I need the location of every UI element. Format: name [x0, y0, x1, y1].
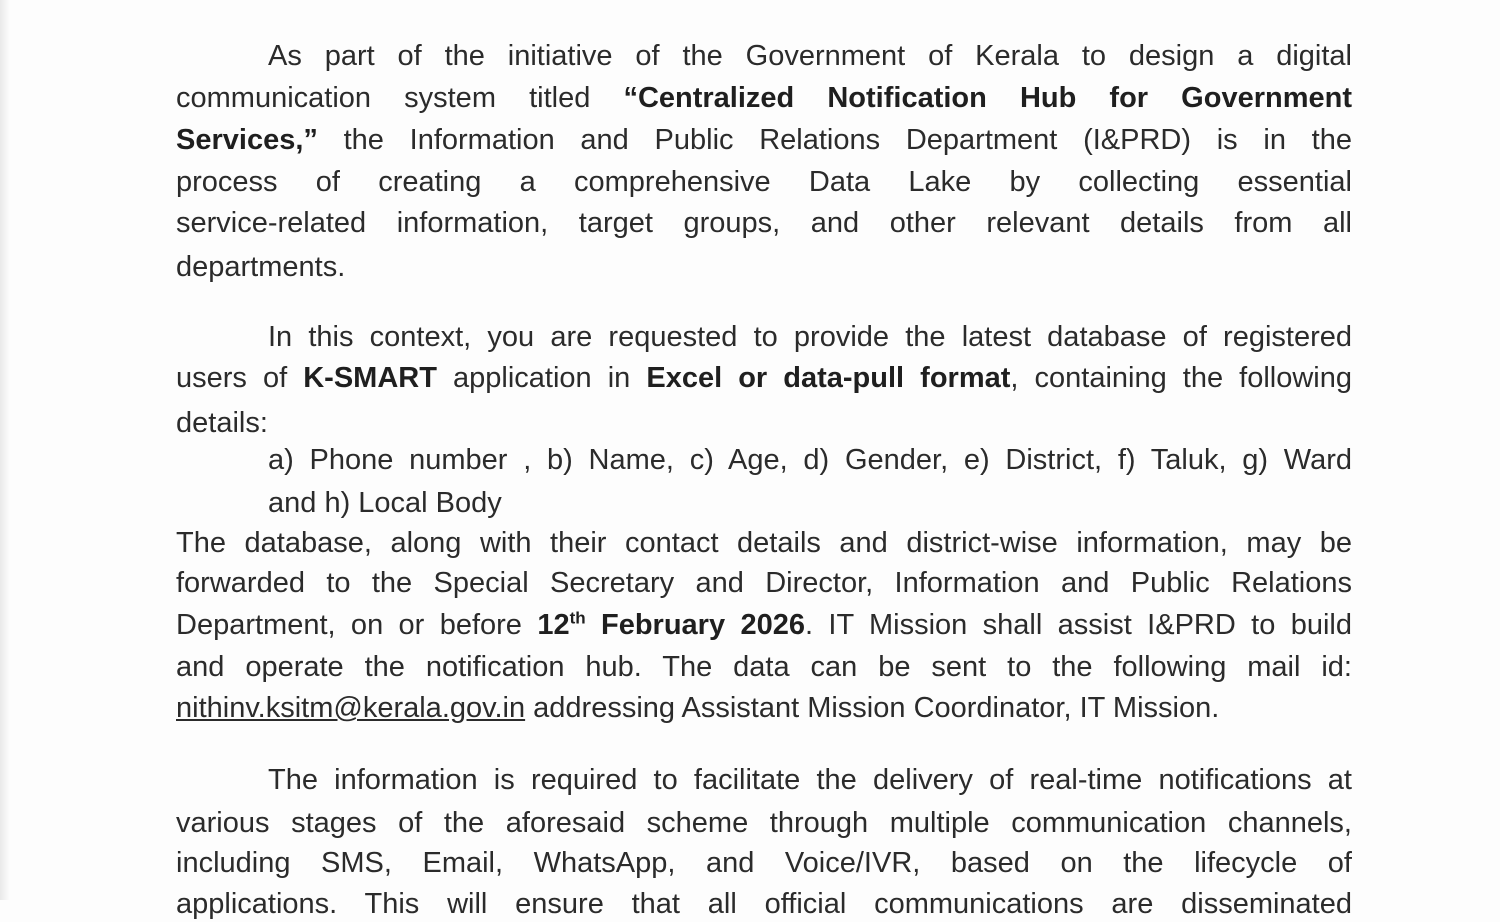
- ordinal: th: [569, 608, 586, 628]
- paragraph-2-line: In this context, you are requested to provide the latest database of registered: [268, 321, 1352, 353]
- paragraph-2-line: details:: [176, 407, 268, 439]
- email-link[interactable]: nithinv.ksitm@kerala.gov.in: [176, 692, 526, 724]
- details-list-line: a) Phone number , b) Name, c) Age, d) Gender, e) District, f) Taluk, g) Ward: [268, 444, 1352, 476]
- text: , containing the following: [1010, 362, 1353, 394]
- paragraph-2-line: [176, 607, 1352, 643]
- text: communication system titled: [176, 82, 624, 114]
- paragraph-2-line: The database, along with their contact details and district-wise information, may be: [176, 527, 1352, 559]
- format: Excel or data-pull format: [646, 362, 1011, 394]
- paragraph-3-line: The information is required to facilitate the delivery of real-time notifications at: [268, 764, 1352, 796]
- paragraph-1-line: As part of the initiative of the Government of Kerala to design a digital: [268, 40, 1352, 72]
- paragraph-2-line: forwarded to the Special Secretary and Director, Information and Public Relations: [176, 567, 1352, 599]
- text: application in: [436, 362, 647, 394]
- deadline-month: February 2026: [585, 609, 805, 641]
- text: . IT Mission shall assist I&PRD to build: [804, 609, 1352, 641]
- paragraph-2-line: and operate the notification hub. The data can be sent to the following mail id:: [176, 651, 1352, 683]
- paragraph-2-line: [176, 690, 1352, 726]
- paragraph-1-line: [176, 122, 1352, 158]
- deadline: [537, 609, 805, 641]
- scheme-title: Services,”: [176, 124, 318, 156]
- paragraph-3-line: various stages of the aforesaid scheme through multiple communication channels,: [176, 807, 1352, 839]
- paragraph-3-line: including SMS, Email, WhatsApp, and Voice/IVR, based on the lifecycle of: [176, 847, 1352, 879]
- text: addressing Assistant Mission Coordinator, IT Mission.: [525, 692, 1220, 724]
- details-list-line: and h) Local Body: [268, 487, 502, 519]
- paragraph-3-line: applications. This will ensure that all official communications are disseminated: [176, 888, 1352, 920]
- scheme-title: “Centralized Notification Hub for Government: [623, 82, 1352, 114]
- scan-edge: [0, 0, 10, 900]
- paragraph-2-line: [176, 360, 1352, 396]
- deadline-day: 12: [537, 609, 570, 641]
- text: the Information and Public Relations Department (I&PRD) is in the: [317, 124, 1352, 156]
- paragraph-1-line: departments.: [176, 251, 346, 283]
- paragraph-1-line: process of creating a comprehensive Data Lake by collecting essential: [176, 166, 1352, 198]
- text: users of: [176, 362, 304, 394]
- text: Department, on or before: [176, 609, 538, 641]
- paragraph-1-line: service-related information, target groups, and other relevant details from all: [176, 207, 1352, 239]
- paragraph-1-line: [176, 80, 1352, 116]
- app-name: K-SMART: [303, 362, 437, 394]
